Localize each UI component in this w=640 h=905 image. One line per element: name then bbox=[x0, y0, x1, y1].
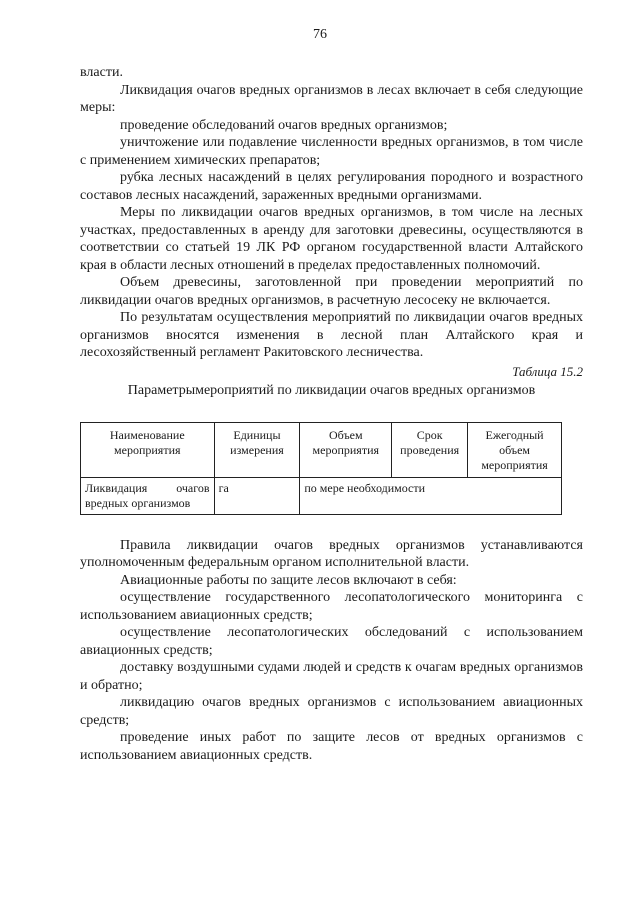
bottom-paragraphs bbox=[80, 537, 583, 765]
cell-activity-name: Ликвидация очагов вредных организмов bbox=[81, 477, 215, 514]
header-cell-annual-volume: Ежегодный объем мероприятия bbox=[468, 422, 562, 477]
table-header-row bbox=[81, 422, 562, 477]
paragraph: проведение иных работ по защите лесов от вредных организмов с использованием авиационных средств. bbox=[80, 730, 583, 763]
header-cell-unit: Единицы измерения bbox=[214, 422, 300, 477]
paragraph: власти. bbox=[80, 65, 123, 80]
parameters-table bbox=[80, 422, 562, 515]
page-number: 76 bbox=[313, 27, 327, 42]
paragraph: проведение обследований очагов вредных организмов; bbox=[120, 117, 448, 133]
table-row bbox=[81, 477, 562, 514]
paragraph: По результатам осуществления мероприятий по ликвидации очагов вредных организмов вносятся изменения в лесной план Алтайского края и лесохозяйственный регламент Ракитовского лесничества. bbox=[80, 310, 583, 360]
paragraph: Ликвидация очагов вредных организмов в лесах включает в себя следующие меры: bbox=[80, 82, 583, 115]
header-cell-volume: Объем мероприятия bbox=[300, 422, 392, 477]
table-title: Параметрымероприятий по ликвидации очагов вредных организмов bbox=[127, 383, 536, 398]
header-cell-term: Срок проведения bbox=[392, 422, 468, 477]
cell-as-needed: по мере необходимости bbox=[300, 477, 562, 514]
paragraph: Объем древесины, заготовленной при проведении мероприятий по ликвидации очагов вредных организмов, в расчетную лесосеку не включается. bbox=[80, 275, 583, 308]
paragraph: Правила ликвидации очагов вредных организмов устанавливаются уполномоченным федеральным органом исполнительной власти. bbox=[80, 537, 583, 570]
paragraph: Меры по ликвидации очагов вредных организмов, в том числе на лесных участках, предоставленных в аренду для заготовки древесины, осуществляются в соответствии со статьей 19 ЛК РФ органом государственной власти Алтайского края в области лесных отношений в пределах предоставленных полномочий. bbox=[80, 205, 583, 273]
paragraph: доставку воздушными судами людей и средств к очагам вредных организмов и обратно; bbox=[80, 660, 583, 693]
table-label: Таблица 15.2 bbox=[512, 363, 583, 379]
paragraph: ликвидацию очагов вредных организмов с использованием авиационных средств; bbox=[80, 695, 583, 728]
document-body bbox=[80, 64, 583, 764]
paragraph: осуществление лесопатологических обследований с использованием авиационных средств; bbox=[80, 625, 583, 658]
paragraph: осуществление государственного лесопатологического мониторинга с использованием авиационных средств; bbox=[80, 590, 583, 623]
header-cell-name: Наименование мероприятия bbox=[81, 422, 215, 477]
cell-unit: га bbox=[214, 477, 300, 514]
paragraph: уничтожение или подавление численности вредных организмов, в том числе с применением химических препаратов; bbox=[80, 135, 583, 168]
top-paragraphs bbox=[80, 64, 583, 362]
paragraph: Авиационные работы по защите лесов включают в себя: bbox=[120, 572, 457, 588]
paragraph: рубка лесных насаждений в целях регулирования породного и возрастного составов лесных насаждений, зараженных вредными организмами. bbox=[80, 170, 583, 203]
